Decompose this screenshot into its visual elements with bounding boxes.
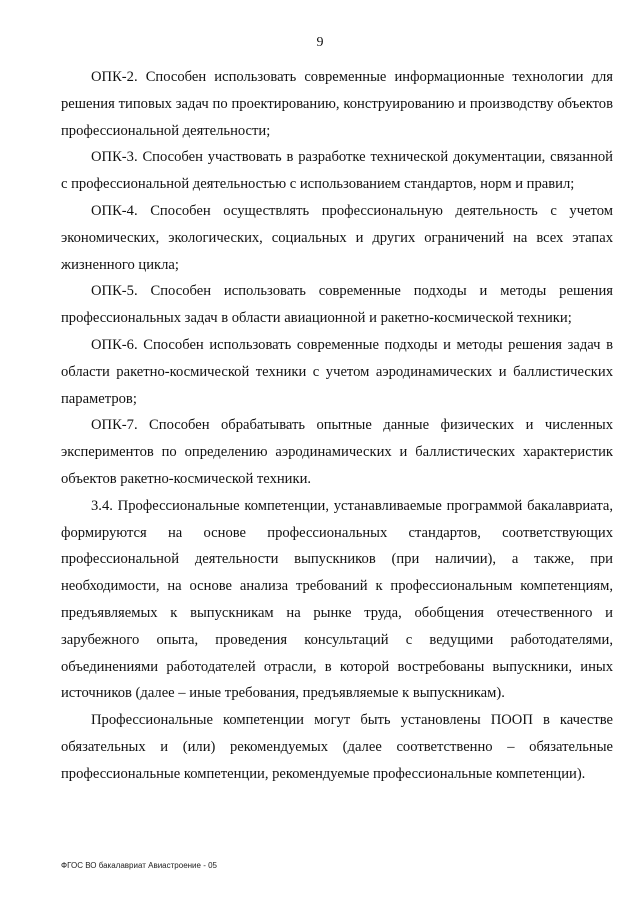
paragraph-opk-4: ОПК-4. Способен осуществлять профессиональную деятельность с учетом экономических, экологических, социальных и других ограничений на всех этапах жизненного цикла;	[61, 202, 613, 273]
document-body	[61, 64, 613, 788]
paragraph-opk-3: ОПК-3. Способен участвовать в разработке технической документации, связанной с профессиональной деятельностью с использованием стандартов, норм и правил;	[61, 149, 613, 193]
page-footer: ФГОС ВО бакалавриат Авиастроение - 05	[61, 861, 217, 870]
page-number: 9	[316, 35, 324, 50]
paragraph-professional-competencies: Профессиональные компетенции могут быть установлены ПООП в качестве обязательных и (или) рекомендуемых (далее соответственно – обязательные профессиональные компетенции, рекомендуемые профессиональные компетенции).	[61, 712, 613, 782]
paragraph-opk-7: ОПК-7. Способен обрабатывать опытные данные физических и численных экспериментов по определению аэродинамических и баллистических характеристик объектов ракетно-космической техники.	[61, 417, 613, 487]
paragraph-opk-5: ОПК-5. Способен использовать современные подходы и методы решения профессиональных задач в области авиационной и ракетно-космической техники;	[61, 283, 613, 327]
paragraph-section-3-4: 3.4. Профессиональные компетенции, устанавливаемые программой бакалавриата, формируются на основе профессиональных стандартов, соответствующих профессиональной деятельности выпускников (при наличии), а также, при необходимости, на основе анализа требований к профессиональным компетенциям, предъявляемых к выпускникам на рынке труда, обобщения отечественного и зарубежного опыта, проведения консультаций с ведущими работодателями, объединениями работодателей отрасли, в которой востребованы выпускники, иных источников (далее – иные требования, предъявляемые к выпускникам).	[61, 497, 613, 702]
paragraph-opk-6: ОПК-6. Способен использовать современные подходы и методы решения задач в области ракетно-космической техники с учетом аэродинамических и баллистических параметров;	[61, 336, 613, 407]
paragraph-opk-2: ОПК-2. Способен использовать современные информационные технологии для решения типовых задач по проектированию, конструированию и производству объектов профессиональной деятельности;	[61, 69, 613, 139]
